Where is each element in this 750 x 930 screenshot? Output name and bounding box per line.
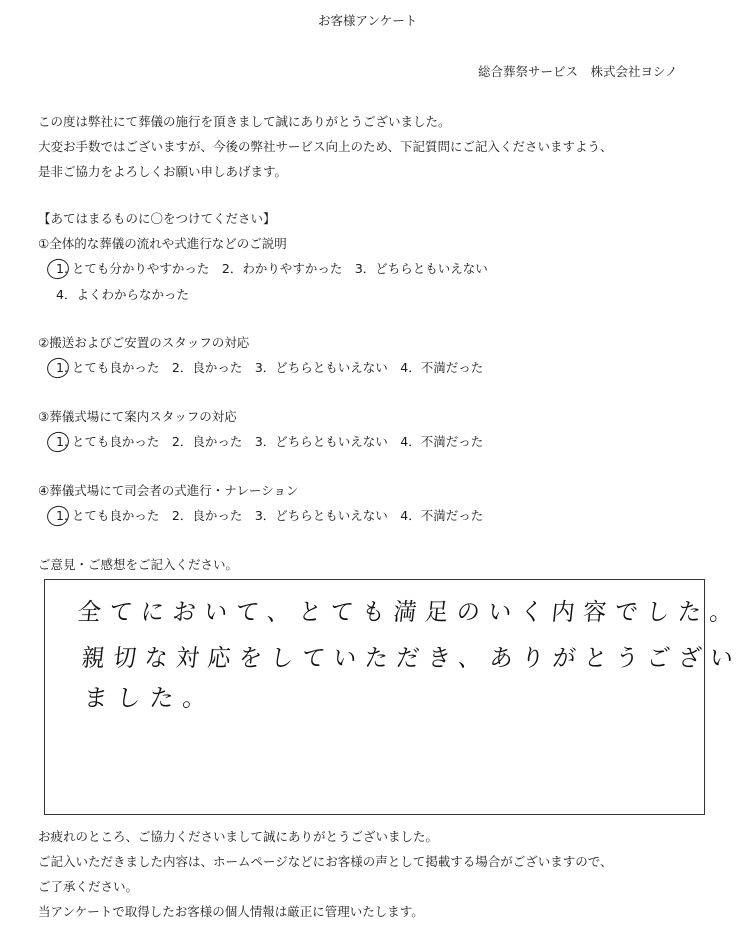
selected-answer-circle [44, 256, 71, 282]
handwritten-line-1: 全てにおいて、とても満足のいく内容でした。 [76, 598, 743, 626]
closing-line-2: ご記入いただきました内容は、ホームページなどにお客様の声として掲載する場合がございますので、 [38, 854, 613, 869]
intro-line-2: 大変お手数ではございますが、今後の弊社サービス向上のため、下記質問にご記入くださいますよう、 [38, 139, 613, 154]
question-3-label: ③葬儀式場にて案内スタッフの対応 [38, 409, 237, 424]
closing-line-1: お疲れのところ、ご協力くださいまして誠にありがとうございました。 [38, 829, 439, 844]
question-4-options: 1. とても良かった 2．良かった 3．どちらともいえない 4．不満だった [56, 508, 484, 523]
question-2-label: ②搬送およびご安置のスタッフの対応 [38, 335, 250, 350]
survey-title: お客様アンケート [318, 13, 418, 28]
company-name: 総合葬祭サービス 株式会社ヨシノ [478, 64, 678, 79]
question-4-label: ④葬儀式場にて司会者の式進行・ナレーション [38, 483, 299, 498]
question-3-options: 1. とても良かった 2．良かった 3．どちらともいえない 4．不満だった [56, 434, 484, 449]
closing-line-4: 当アンケートで取得したお客様の個人情報は厳正に管理いたします。 [38, 904, 424, 919]
question-1-options-2: 4．よくわからなかった [56, 287, 189, 302]
selected-answer-circle [44, 429, 71, 455]
comment-label: ご意見・ご感想をご記入ください。 [38, 557, 239, 572]
handwritten-line-2: 親切な対応をしていただき、ありがとうござい [80, 644, 743, 672]
intro-line-1: この度は弊社にて葬儀の施行を頂きまして誠にありがとうございました。 [38, 114, 451, 129]
closing-line-3: ご了承ください。 [38, 879, 139, 894]
intro-line-3: 是非ご協力をよろしくお願い申しあげます。 [38, 164, 288, 179]
question-1-label: ①全体的な葬儀の流れや式進行などのご説明 [38, 236, 287, 251]
question-2-options: 1. とても良かった 2．良かった 3．どちらともいえない 4．不満だった [56, 360, 484, 375]
selected-answer-circle [44, 355, 71, 381]
selected-answer-circle [44, 503, 71, 529]
instruction: 【あてはまるものに〇をつけてください】 [38, 211, 276, 226]
question-1-options: 1. とても分かりやすかった 2．わかりやすかった 3．どちらともいえない [56, 261, 488, 276]
handwritten-line-3: ました。 [82, 684, 218, 712]
